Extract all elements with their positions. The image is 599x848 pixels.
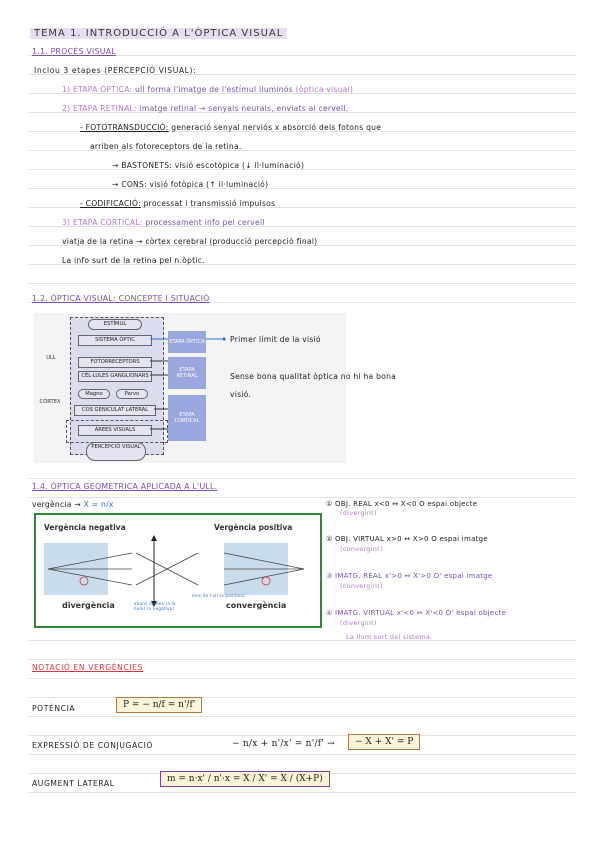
small-note-2: dins de l'ull (x positiva) <box>192 593 245 598</box>
note-primer-limit: Primer límit de la visió <box>230 335 321 344</box>
item-obj-virtual: ② OBJ. VIRTUAL x>0 ↔ X>0 O espai imatge <box>326 535 488 543</box>
codificacio-label: - CODIFICACIÓ: <box>80 199 141 208</box>
magno-box: Magno <box>78 389 110 399</box>
cortex-label: CÒRTEX <box>39 399 61 405</box>
etapa-cortical-label: 3) ETAPA CORTICAL: <box>62 218 143 227</box>
conjugacio-formula: − n/x + n'/x' = n'/f' → <box>232 739 335 749</box>
item-obj-real-note: (divergint) <box>340 509 377 517</box>
cos-geniculat-box: COS GENICULAT LATERAL <box>74 405 156 416</box>
section-heading-1-1: 1.1. PROCÉS VISUAL <box>32 47 116 56</box>
conjugacio-label: EXPRESSIÓ DE CONJUGACIÓ <box>32 741 154 750</box>
vergence-figure <box>34 513 322 628</box>
vergence-positive-title: Vergència positiva <box>214 523 293 532</box>
item-imatg-real: ③ IMATG. REAL x'>0 ↔ X'>0 O' espai imatge <box>326 572 493 580</box>
fototransduccio-line <box>80 123 381 132</box>
ull-label: ULL <box>46 355 56 361</box>
item-imatg-virtual-note: (divergint) <box>340 619 377 627</box>
augment-label: AUGMENT LATERAL <box>32 779 115 788</box>
stage-cortical: ETAPA CORTICAL <box>168 395 206 441</box>
item-imatg-real-note: (convergint) <box>340 582 383 590</box>
vergencia-formula: X = n/x <box>83 500 114 509</box>
note-visio: visió. <box>230 390 252 399</box>
notacio-heading: NOTACIÓ EN VERGÈNCIES <box>32 663 143 672</box>
intro-line: Inclou 3 etapes (PERCEPCIÓ VISUAL): <box>34 66 197 75</box>
augment-formula: m = n·x' / n'·x = X / X' = X / (X+P) <box>160 771 330 787</box>
conjugacio-box: − X + X' = P <box>348 734 420 750</box>
fotoreceptors-box: FOTORRECEPTORS <box>78 357 152 368</box>
item-imatg-virtual: ④ IMATG. VIRTUAL x'<0 ↔ X'<0 O' espai objecte <box>326 609 507 617</box>
vergencia-line <box>32 500 114 509</box>
etapa-cortical-line <box>62 218 265 227</box>
item-imatg-virtual-note-2: La llum surt del sistema. <box>346 633 433 641</box>
sistema-optic-box: SISTEMA ÒPTIC <box>78 335 152 346</box>
item-obj-real: ① OBJ. REAL x<0 ↔ X<0 O espai objecte <box>326 500 478 508</box>
fototransduccio-line-2: arriben als fotoreceptors de la retina. <box>90 142 242 151</box>
item-obj-virtual-note: (convergint) <box>340 545 383 553</box>
etapa-optica-note: (òptica visual) <box>295 85 354 94</box>
viatja-line: viatja de la retina → còrtex cerebral (producció percepció final) <box>62 237 318 246</box>
convergencia-label: convergència <box>226 601 287 610</box>
etapa-retinal-text: imatge retinal → senyals neurals, enviats al cervell. <box>139 104 349 113</box>
codificacio-text: processat i transmissió impulsos <box>143 199 276 208</box>
estimul-box: ESTÍMUL <box>88 319 142 330</box>
section-heading-1-4: 1.4. ÒPTICA GEOMÈTRICA APLICADA A L'ULL. <box>32 482 218 491</box>
etapa-optica-text: ull forma l'imatge de l'estímul lluminós <box>134 85 293 94</box>
etapa-retinal-label: 2) ETAPA RETINAL: <box>62 104 137 113</box>
fototransduccio-text: generació senyal nerviós x absorció dels fotons que <box>171 123 382 132</box>
page-title: TEMA 1. INTRODUCCIÓ A L'ÒPTICA VISUAL <box>30 28 287 39</box>
etapa-optica-line <box>62 85 353 94</box>
stage-optica: ETAPA ÒPTICA <box>168 331 206 353</box>
stage-retinal: ETAPA RETINAL <box>168 357 206 389</box>
cel-ganglionars-box: CÈL·LULES GANGLIONARS <box>78 371 152 382</box>
bastonets-line: → BASTONETS: visió escotòpica (↓ il·luminació) <box>112 161 305 170</box>
vergence-negative-title: Vergència negativa <box>44 523 126 532</box>
parvo-box: Parvo <box>116 389 148 399</box>
surt-line: La info surt de la retina pel n.òptic. <box>62 256 205 265</box>
section-heading-1-2: 1.2. ÒPTICA VISUAL: CONCEPTE I SITUACIÓ <box>32 294 210 303</box>
vergencia-label: vergència → <box>32 500 81 509</box>
potencia-label: POTÈNCIA <box>32 704 76 713</box>
etapa-cortical-text: processament info pel cervell <box>145 218 265 227</box>
note-sense-bona: Sense bona qualitat òptica no hi ha bona <box>230 372 397 381</box>
cons-line: → CONS: visió fotòpica (↑ il·luminació) <box>112 180 269 189</box>
etapa-retinal-line <box>62 104 348 113</box>
potencia-formula: P = − n/f = n'/f' <box>116 697 202 713</box>
small-note-1: abans cornea (a la llum) (x negativa) <box>134 601 176 611</box>
divergencia-label: divergència <box>62 601 115 610</box>
etapa-optica-label: 1) ETAPA ÒPTICA: <box>62 85 133 94</box>
percepcio-box: PERCEPCIÓ VISUAL <box>86 442 146 461</box>
arees-visuals-box: ÀREES VISUALS <box>78 425 152 436</box>
fototransduccio-label: - FOTOTRANSDUCCIÓ: <box>80 123 169 132</box>
codificacio-line <box>80 199 275 208</box>
